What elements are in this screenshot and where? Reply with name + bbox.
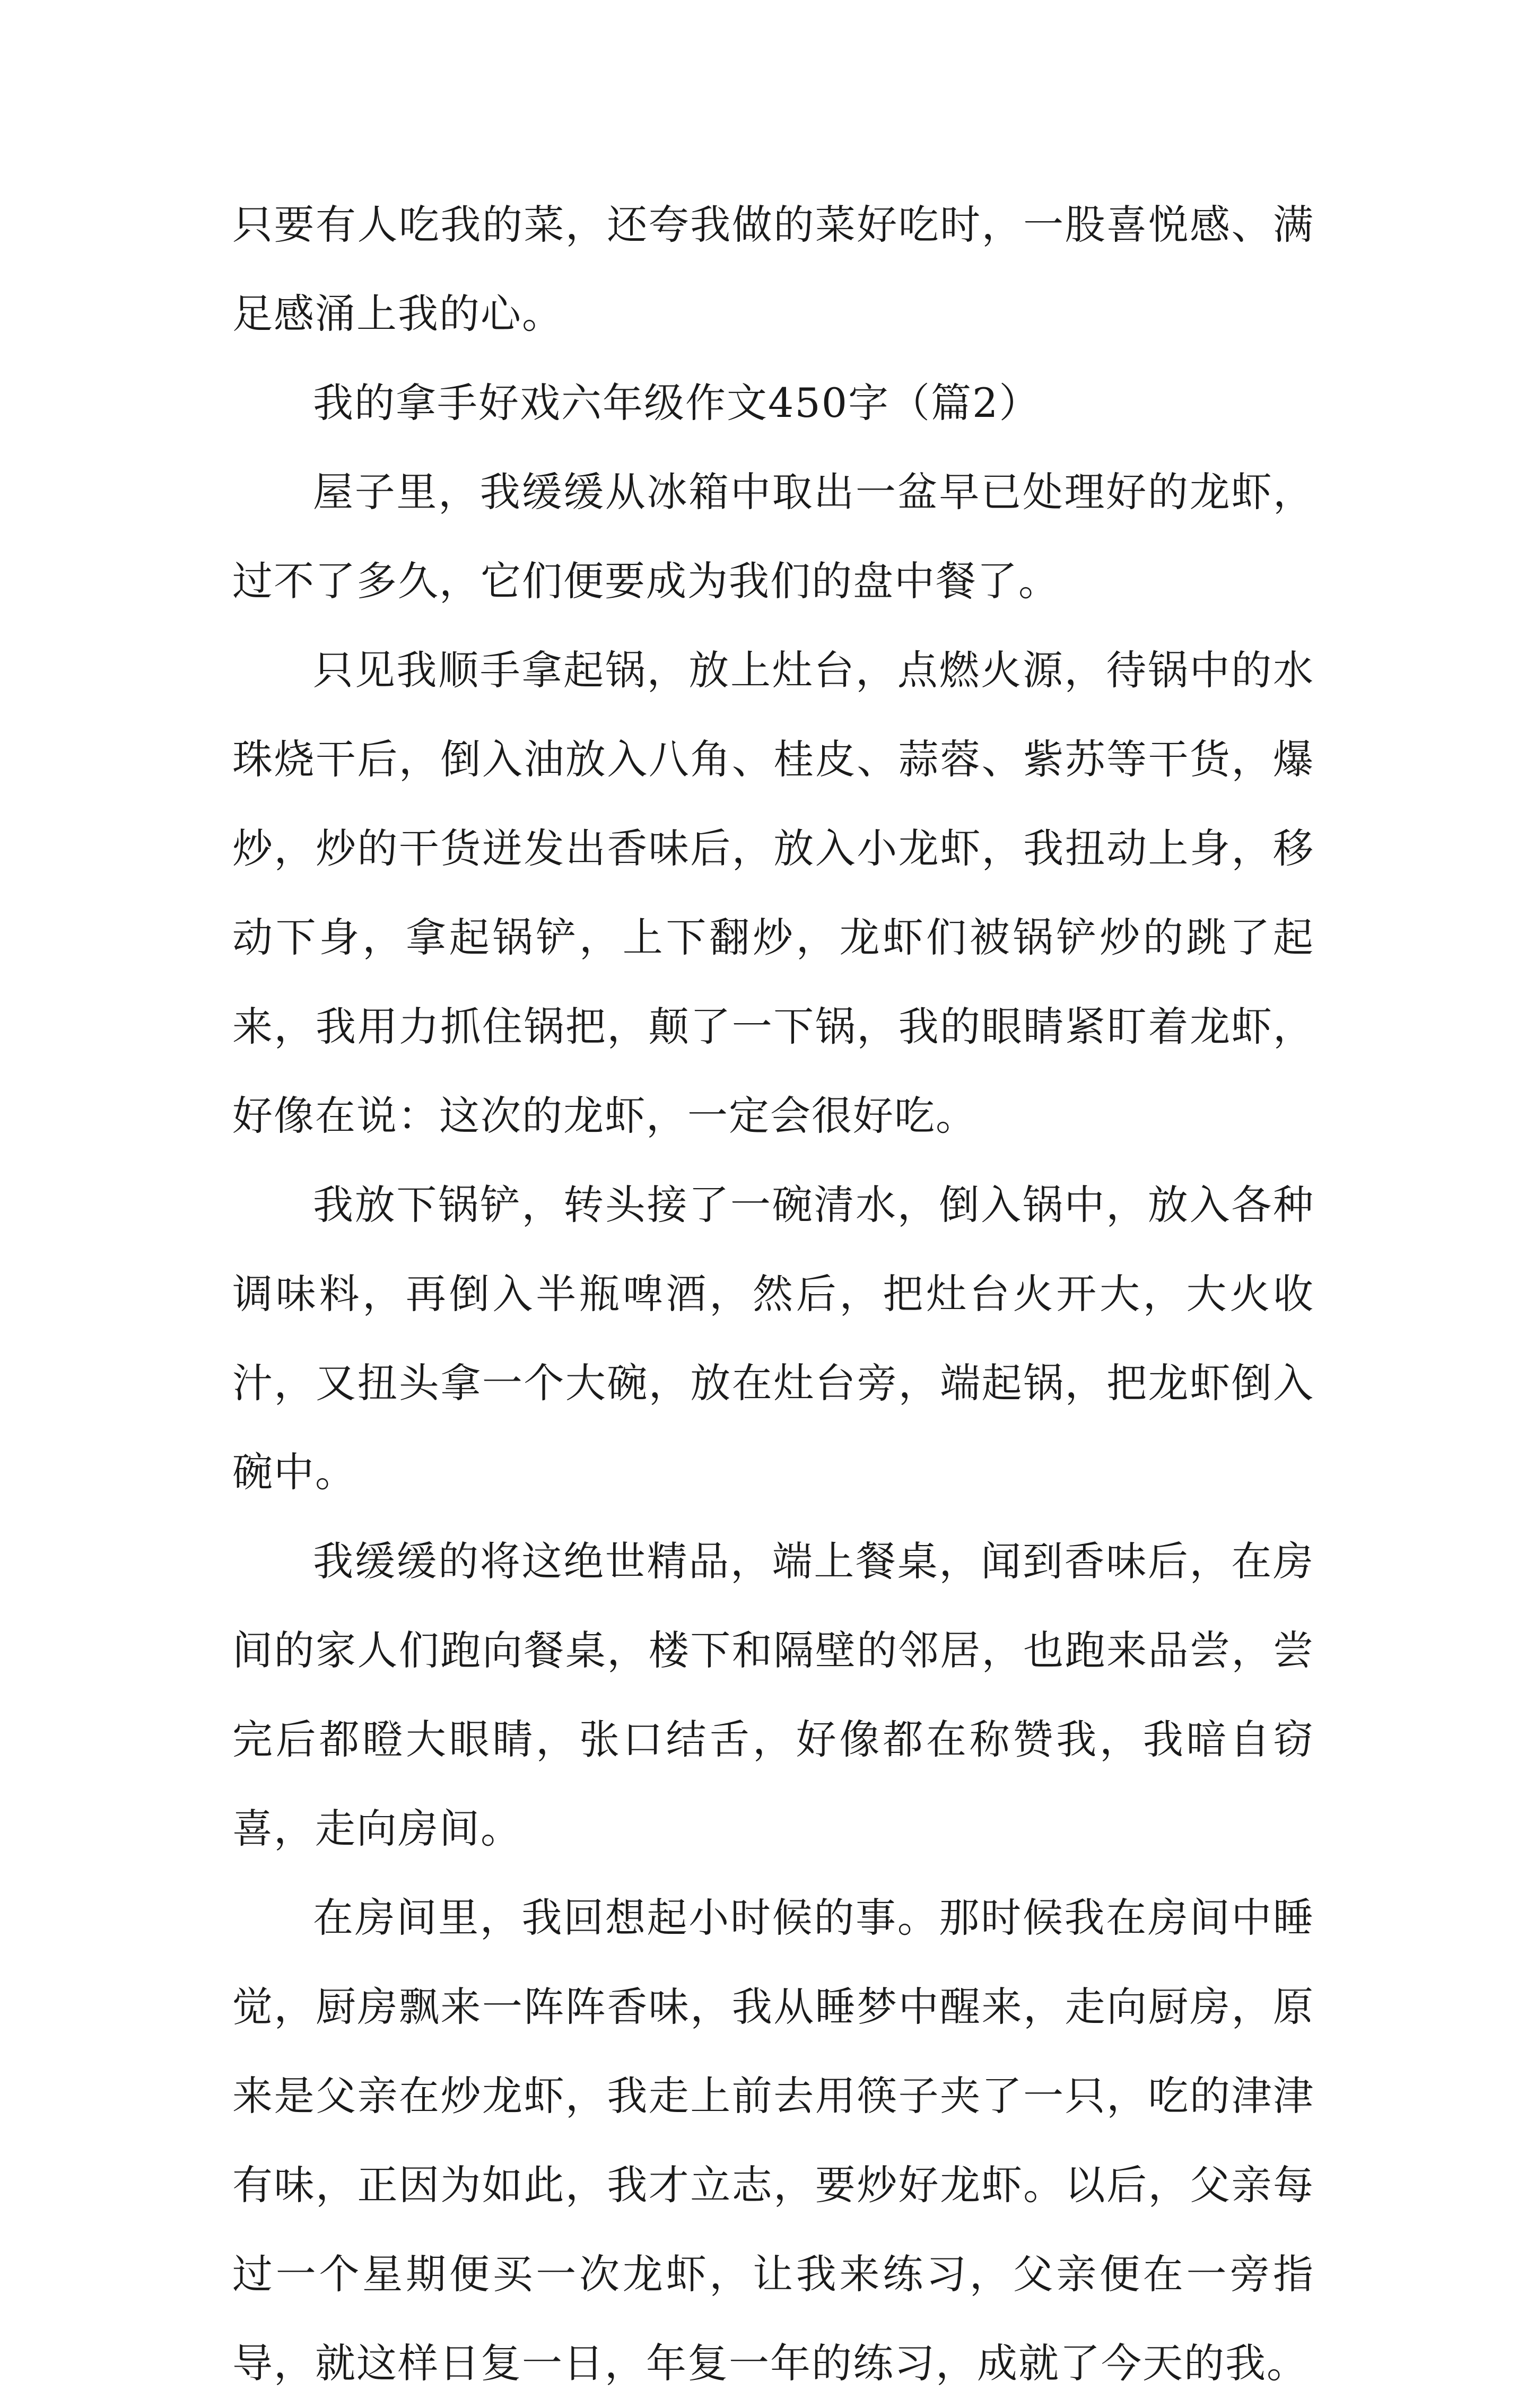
- paragraph-4: 我放下锅铲，转头接了一碗清水，倒入锅中，放入各种调味料，再倒入半瓶啤酒，然后，把灶台火开大，大火收汁，又扭头拿一个大碗，放在灶台旁，端起锅，把龙虾倒入碗中。: [232, 1181, 1314, 1496]
- essay-text: [232, 180, 1314, 2408]
- essay-heading: 我的拿手好戏六年级作文450字（篇2）: [313, 379, 1041, 426]
- paragraph-2: 屋子里，我缓缓从冰箱中取出一盆早已处理好的龙虾，过不了多久，它们便要成为我们的盘中餐了。: [232, 468, 1314, 605]
- paragraph-6: 在房间里，我回想起小时候的事。那时候我在房间中睡觉，厨房飘来一阵阵香味，我从睡梦中醒来，走向厨房，原来是父亲在炒龙虾，我走上前去用筷子夹了一只，吃的津津有味，正因为如此，我才立志，要炒好龙虾。以后，父亲每过一个星期便买一次龙虾，让我来练习，父亲便在一旁指导，就这样日复一日，年复一年的练习，成就了今天的我。: [232, 1894, 1314, 2387]
- paragraph-3: 只见我顺手拿起锅，放上灶台，点燃火源，待锅中的水珠烧干后，倒入油放入八角、桂皮、蒜蓉、紫苏等干货，爆炒，炒的干货迸发出香味后，放入小龙虾，我扭动上身，移动下身，拿起锅铲，上下翻炒，龙虾们被锅铲炒的跳了起来，我用力抓住锅把，颠了一下锅，我的眼睛紧盯着龙虾，好像在说：这次的龙虾，一定会很好吃。: [232, 647, 1314, 1139]
- paragraph-5: 我缓缓的将这绝世精品，端上餐桌，闻到香味后，在房间的家人们跑向餐桌，楼下和隔壁的邻居，也跑来品尝，尝完后都瞪大眼睛，张口结舌，好像都在称赞我，我暗自窃喜，走向房间。: [232, 1538, 1314, 1852]
- paragraph-1: 只要有人吃我的菜，还夸我做的菜好吃时，一股喜悦感、满足感涌上我的心。: [232, 201, 1314, 337]
